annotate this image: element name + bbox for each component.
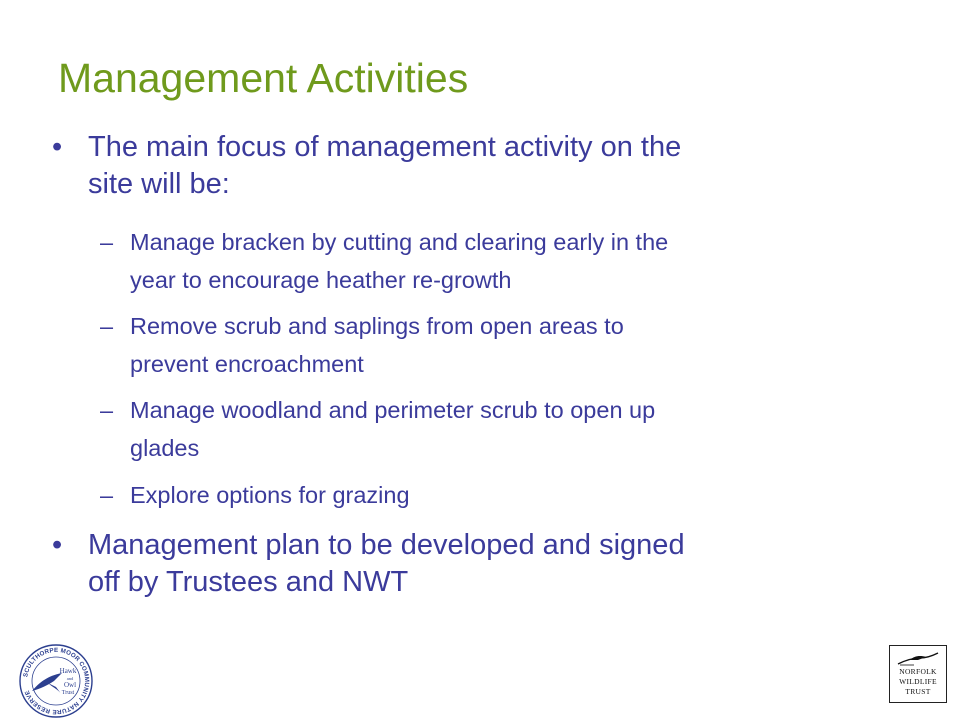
nwt-text-line: WILDLIFE <box>899 677 937 686</box>
sub-line: Explore options for grazing <box>130 482 410 508</box>
sub-text <box>130 307 870 383</box>
sub-line: glades <box>130 435 200 461</box>
sub-text <box>130 476 870 514</box>
bullet-item <box>52 527 872 601</box>
bullet-text <box>88 129 868 203</box>
moor-center-text: Hawk <box>59 667 77 675</box>
norfolk-wildlife-trust-logo <box>889 645 947 703</box>
bullet-marker: • <box>52 131 63 163</box>
bullet-line: Management plan to be developed and signed <box>88 529 685 561</box>
sub-line: Remove scrub and saplings from open areas to <box>130 313 624 339</box>
moor-center-text: and <box>66 676 74 681</box>
nwt-text-line: NORFOLK <box>899 667 937 676</box>
swift-bird-icon <box>32 673 62 691</box>
bullet-line: The main focus of management activity on the <box>88 131 682 163</box>
sub-marker: – <box>100 313 114 339</box>
moor-center-text: Owl <box>63 681 77 689</box>
sub-line: Manage bracken by cutting and clearing early in the <box>130 229 669 255</box>
sub-line: prevent encroachment <box>130 351 364 377</box>
sub-text <box>130 391 870 467</box>
sub-line: Manage woodland and perimeter scrub to open up <box>130 397 656 423</box>
sub-line: year to encourage heather re-growth <box>130 267 512 293</box>
bullet-text <box>88 527 868 601</box>
slide-title: Management Activities <box>58 55 469 101</box>
bullet-line: off by Trustees and NWT <box>88 566 409 598</box>
nwt-text-line: TRUST <box>905 687 931 696</box>
moor-ring-text: SCULTHORPE MOOR COMMUNITY NATURE RESERVE <box>22 646 91 716</box>
sub-marker: – <box>100 397 114 423</box>
bullet-line: site will be: <box>88 168 230 200</box>
bullet-marker: • <box>52 529 63 561</box>
sculthorpe-moor-logo <box>18 643 94 719</box>
moor-center-text: Trust <box>61 690 75 696</box>
bullet-item <box>52 129 872 203</box>
sub-text <box>130 223 870 299</box>
sub-marker: – <box>100 482 114 508</box>
avocet-bird-icon <box>896 651 940 667</box>
sub-marker: – <box>100 229 114 255</box>
